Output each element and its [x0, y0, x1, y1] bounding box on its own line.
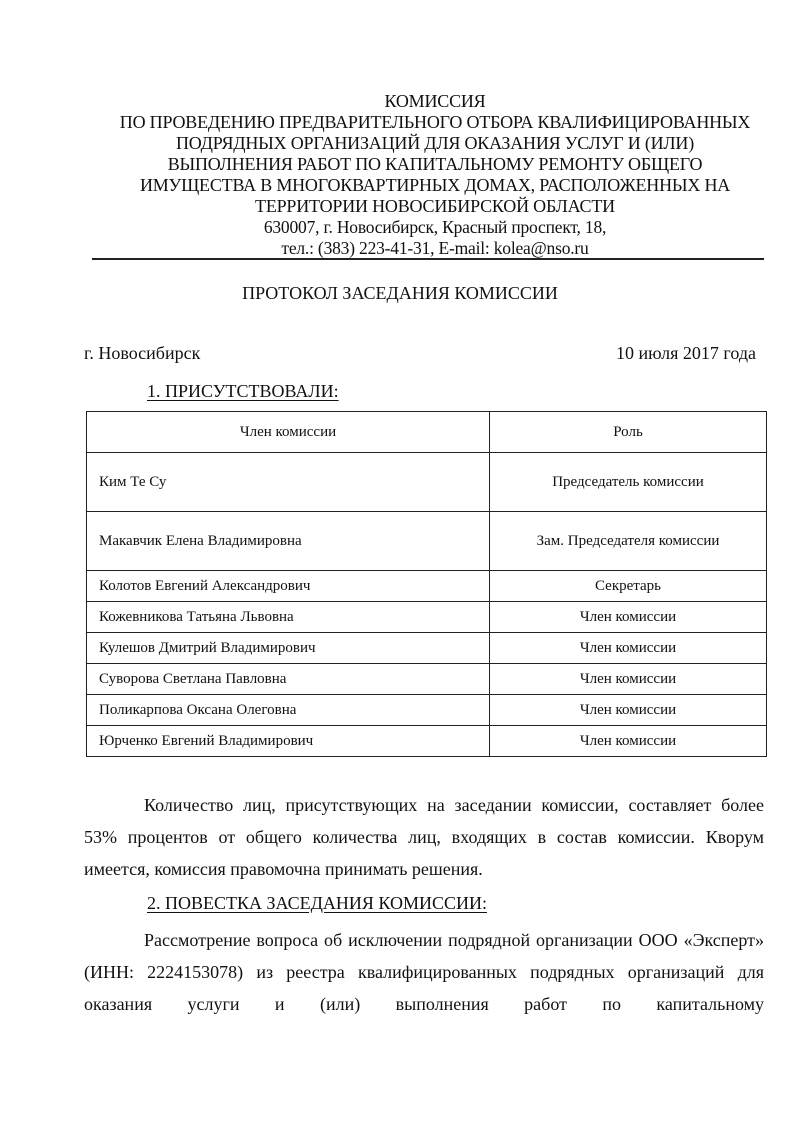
header-line: ПОДРЯДНЫХ ОРГАНИЗАЦИЙ ДЛЯ ОКАЗАНИЯ УСЛУГ И (ИЛИ) [175, 133, 695, 153]
table-row [87, 664, 767, 695]
header-divider [92, 258, 764, 260]
table-row [87, 602, 767, 633]
header-address: 630007, г. Новосибирск, Красный проспект, 18, [263, 217, 607, 237]
commission-header [90, 91, 780, 259]
attendees-table [86, 411, 767, 757]
table-row [87, 571, 767, 602]
member-role: Член комиссии [490, 726, 767, 757]
table-row [87, 633, 767, 664]
member-role: Зам. Председателя комиссии [490, 512, 767, 571]
member-name: Суворова Светлана Павловна [87, 664, 490, 695]
member-name: Кулешов Дмитрий Владимирович [87, 633, 490, 664]
member-name: Ким Те Су [87, 453, 490, 512]
header-line: ПО ПРОВЕДЕНИЮ ПРЕДВАРИТЕЛЬНОГО ОТБОРА КВАЛИФИЦИРОВАННЫХ [119, 112, 751, 132]
header-line: КОМИССИЯ [384, 91, 486, 111]
section-attendees-title: 1. ПРИСУТСТВОВАЛИ: [147, 381, 339, 401]
table-row [87, 512, 767, 571]
table-header-row [87, 412, 767, 453]
section-agenda-title: 2. ПОВЕСТКА ЗАСЕДАНИЯ КОМИССИИ: [147, 893, 487, 913]
header-contacts: тел.: (383) 223-41-31, E-mail: kolea@nso.ru [281, 238, 589, 258]
quorum-text: Количество лиц, присутствующих на заседании комиссии, составляет более 53% процентов от общего количества лиц, входящих в состав комиссии. Кворум имеется, комиссия правомочна принимать решения. [84, 795, 764, 879]
member-name: Поликарпова Оксана Олеговна [87, 695, 490, 726]
member-role: Председатель комиссии [490, 453, 767, 512]
agenda-text: Рассмотрение вопроса об исключении подрядной организации ООО «Эксперт» (ИНН: 2224153078) из реестра квалифицированных подрядных организаций для оказания услуги и (или) выполнения работ по капитальному [84, 930, 764, 1014]
member-role: Член комиссии [490, 602, 767, 633]
member-name: Макавчик Елена Владимировна [87, 512, 490, 571]
page-title: ПРОТОКОЛ ЗАСЕДАНИЯ КОМИССИИ [242, 283, 558, 303]
member-role: Член комиссии [490, 664, 767, 695]
city-label: г. Новосибирск [84, 343, 201, 363]
agenda-paragraph [84, 924, 764, 1020]
member-role: Член комиссии [490, 695, 767, 726]
member-role: Секретарь [490, 571, 767, 602]
quorum-paragraph [84, 789, 764, 885]
header-line: ИМУЩЕСТВА В МНОГОКВАРТИРНЫХ ДОМАХ, РАСПОЛОЖЕННЫХ НА [139, 175, 731, 195]
member-name: Юрченко Евгений Владимирович [87, 726, 490, 757]
header-line: ТЕРРИТОРИИ НОВОСИБИРСКОЙ ОБЛАСТИ [255, 196, 615, 216]
table-row [87, 695, 767, 726]
table-row [87, 726, 767, 757]
column-header-member: Член комиссии [87, 412, 490, 453]
table-row [87, 453, 767, 512]
header-line: ВЫПОЛНЕНИЯ РАБОТ ПО КАПИТАЛЬНОМУ РЕМОНТУ ОБЩЕГО [167, 154, 703, 174]
column-header-role: Роль [490, 412, 767, 453]
member-role: Член комиссии [490, 633, 767, 664]
member-name: Колотов Евгений Александрович [87, 571, 490, 602]
date-label: 10 июля 2017 года [616, 343, 756, 363]
member-name: Кожевникова Татьяна Львовна [87, 602, 490, 633]
